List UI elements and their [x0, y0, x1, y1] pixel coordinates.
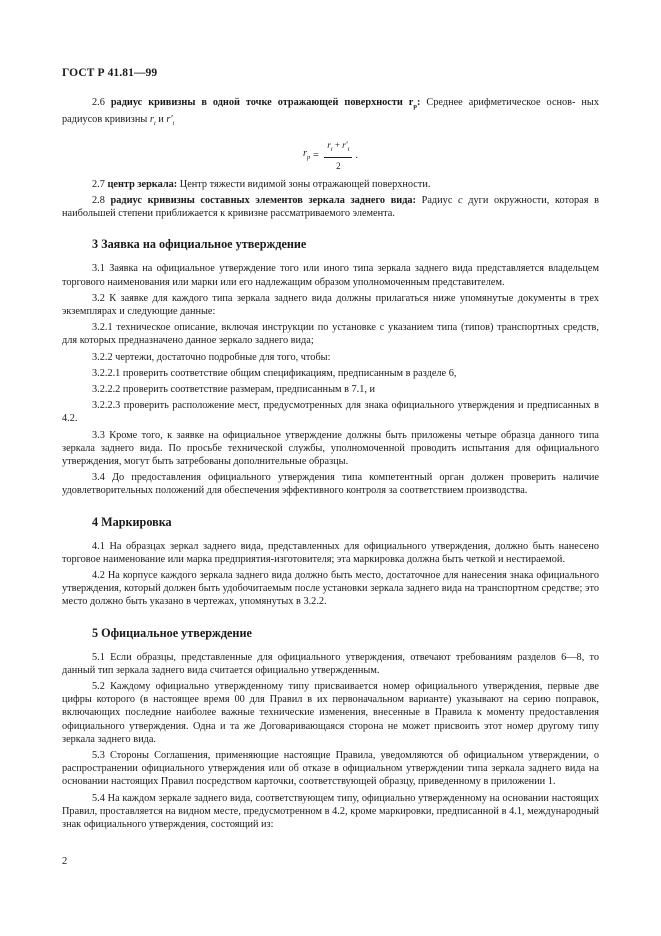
section-5-title: 5 Официальное утверждение: [92, 625, 252, 640]
paragraph-2-7: [62, 178, 599, 191]
definition-text: Среднее арифметическое основ-: [420, 97, 576, 108]
formula-radius: [62, 139, 599, 173]
term-label: радиус кривизны составных элементов зеркала заднего вида:: [110, 194, 416, 206]
subscript: p: [413, 103, 418, 111]
paragraph-3-2-2-1: 3.2.2.1 проверить соответствие общим спецификациям, предписанным в разделе 6,: [92, 367, 457, 379]
variable-c: c: [458, 194, 463, 206]
clause-number: 2.8: [92, 194, 111, 206]
variable-r-i: $r_i$: [149, 114, 156, 128]
formula-denominator: 2: [336, 160, 341, 171]
definition-text: Радиус: [416, 194, 459, 206]
document-header: ГОСТ Р 41.81—99: [62, 67, 158, 79]
term-label: центр зеркала:: [107, 178, 178, 190]
formula-end: .: [355, 150, 358, 161]
paragraph-2-8: [62, 194, 599, 220]
paragraph-3-1: 3.1 Заявка на официальное утверждение того или иного типа зеркала заднего вида представляется владельцем торгового наименования или марки или его надлежащим образом уполномоченным представителем.: [62, 263, 599, 288]
formula-lhs: $r_p$: [303, 147, 311, 162]
definition-text: Центр тяжести видимой зоны отражающей поверхности.: [177, 178, 431, 190]
paragraph-3-2: 3.2 К заявке для каждого типа зеркала заднего вида должны прилагаться ниже упомянутые документы в трех экземплярах и следующие данные:: [62, 292, 599, 317]
section-3-title: 3 Заявка на официальное утверждение: [92, 237, 307, 252]
variable-r-prime-i: $r'_i$: [166, 114, 175, 128]
term-label: радиус кривизны в одной точке отражающей поверхности $r_p$:: [110, 97, 421, 111]
formula-equals: =: [310, 150, 322, 161]
paragraph-3-2-2-3: 3.2.2.3 проверить расположение мест, предусмотренных для знака официального утверждения и предписанных в 4.2.: [62, 400, 599, 425]
page-number: 2: [62, 856, 68, 867]
clause-number: 2.7: [92, 178, 108, 190]
paragraph-3-2-1: 3.2.1 техническое описание, включая инструкции по установке с указанием типа (типов) транспортных средств, для которых предназначено данное зеркало заднего вида;: [62, 322, 599, 347]
paragraph-5-4: 5.4 На каждом зеркале заднего вида, соответствующем типу, официально утвержденному на основании настоящих Правил, проставляется на видном месте, предусмотренном в 4.2, кроме маркировки, предписанной в 4.1, международный знак официального утверждения, состоящий из:: [62, 792, 599, 831]
paragraph-3-4: 3.4 До предоставления официального утверждения типа компетентный орган должен проверить наличие удовлетворительных положений для обеспечения эффективного контроля за соответствием производства.: [62, 472, 599, 497]
definition-text-cont: дуги окружности, которая в наибольшей степени приближается к кривизне рассматриваемого элемента.: [62, 194, 599, 220]
paragraph-3-2-2-2: 3.2.2.2 проверить соответствие размерам, предписанным в 7.1, и: [92, 383, 376, 395]
clause-number: 2.6: [92, 97, 111, 108]
paragraph-4-1: 4.1 На образцах зеркал заднего вида, представленных для официального утверждения, должно быть нанесено торговое наименование или марка предприятия-изготовителя; эта маркировка должна быть четкой и нестираемой.: [62, 540, 599, 565]
definition-text-cont: ных радиусов кривизны: [62, 97, 599, 126]
paragraph-5-2: 5.2 Каждому официально утвержденному типу присваивается номер официального утверждения, первые две цифры которого (в настоящее время 00 для Правил в их первоначальном варианте) указывают на серию поправок, включающих последние наиболее важные технические изменения, внесенные в Правила к моменту предоставления официального утверждения. Одна и та же Договаривающаяся сторона не может присвоить этот номер другому типу зеркала заднего вида.: [62, 680, 599, 745]
paragraph-4-2: 4.2 На корпусе каждого зеркала заднего вида должно быть место, достаточное для нанесения знака официального утверждения, который должен быть удобочитаемым после установки зеркала заднего вида на транспортном средстве; это место должно быть указано в чертежах, упомянутых в 3.2.2.: [62, 569, 599, 608]
paragraph-3-3: 3.3 Кроме того, к заявке на официальное утверждение должны быть приложены четыре образца данного типа зеркала заднего вида. По просьбе технической службы, уполномоченной проводить испытания для официального утверждения, могут быть затребованы дополнительные образцы.: [62, 429, 599, 467]
paragraph-5-3: 5.3 Стороны Соглашения, применяющие настоящие Правила, уведомляются об официальном утверждении, о распространении официального утверждения или об отказе в официальном утверждении типа зеркала заднего вида на основании настоящих Правил посредством карточки, соответствующей образцу, приведенному в приложении 1.: [62, 750, 599, 788]
section-4-title: 4 Маркировка: [92, 514, 172, 529]
paragraph-3-2-2: 3.2.2 чертежи, достаточно подробные для того, чтобы:: [92, 351, 331, 363]
formula-numerator: $r_i + r'_i$: [324, 139, 352, 158]
paragraph-5-1: 5.1 Если образцы, представленные для официального утверждения, отвечают требованиям разделов 6—8, то данный тип зеркала заднего вида считается официально утвержденным.: [62, 651, 599, 676]
page-content: [62, 96, 599, 834]
paragraph-2-6: 2.6 радиус кривизны в одной точке отражающей поверхности $r_p$: Среднее арифметическое основ- ных радиусов кривизны $r_i$ и $r'_i$: [62, 97, 599, 128]
formula-fraction: [324, 139, 352, 173]
